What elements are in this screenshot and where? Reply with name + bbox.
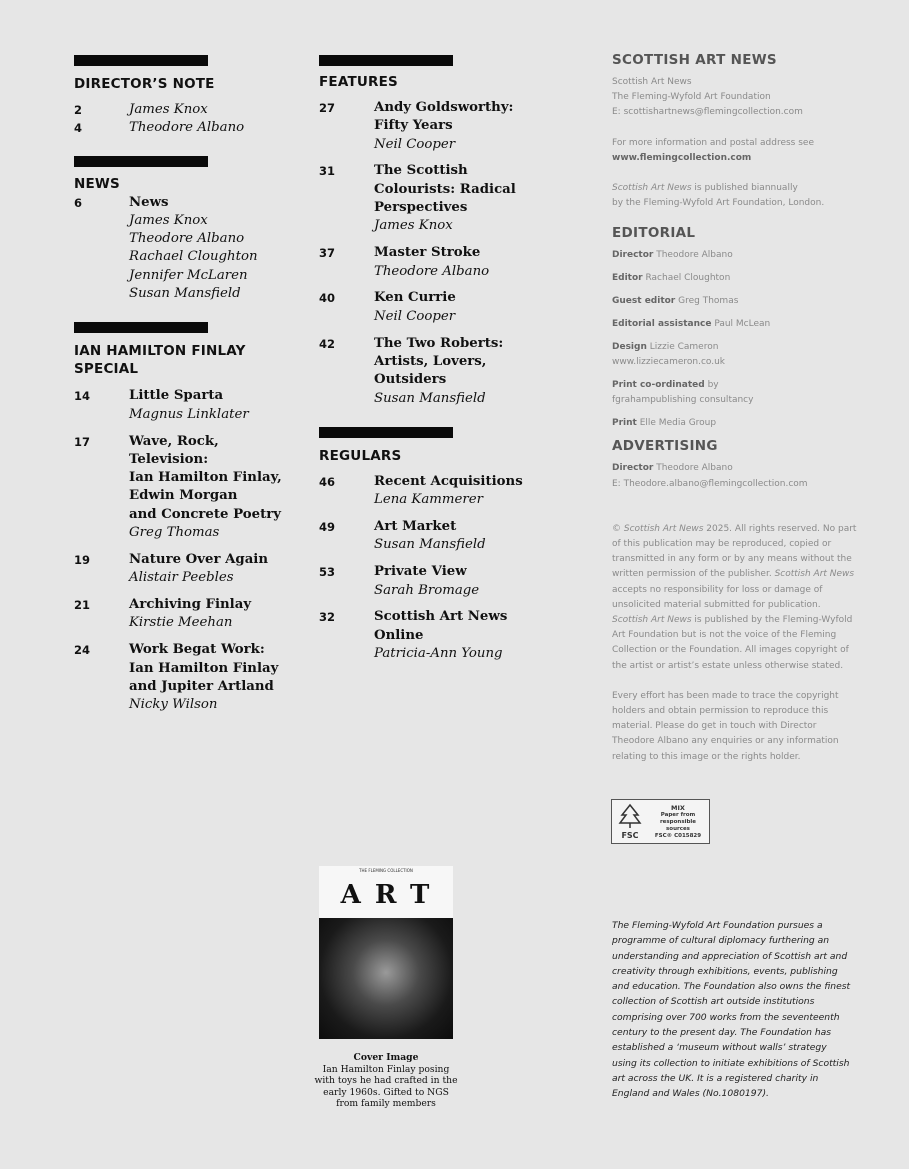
middle-column xyxy=(319,0,539,663)
special-heading xyxy=(74,342,294,378)
entry-title: The Two Roberts: xyxy=(374,335,504,351)
entry-title: and Jupiter Artland xyxy=(129,678,274,694)
page-number: 31 xyxy=(319,164,336,179)
entry-title: Perspectives xyxy=(374,200,468,216)
masthead-line: The Fleming-Wyfold Art Foundation xyxy=(612,92,771,103)
credit-line xyxy=(612,294,857,309)
publication-name: Scottish Art News xyxy=(612,183,692,194)
directors-note-heading: DIRECTOR’S NOTE xyxy=(74,76,215,92)
copyright-text: accepts no responsibility for loss or damage of unsolicited material submitted for publication. xyxy=(612,584,823,610)
credit-role: Print co-ordinated xyxy=(612,379,705,390)
publication-note-text: is published biannually xyxy=(691,183,798,194)
page-number: 21 xyxy=(74,598,91,613)
author-name: Kirstie Meehan xyxy=(129,615,233,631)
publication-name: Scottish Art News xyxy=(612,615,692,626)
more-info-text: For more information and postal address see xyxy=(612,137,814,148)
foundation-statement: The Fleming-Wyfold Art Foundation pursues a programme of cultural diplomacy furthering an understanding and appreciation of Scottish art and creativity through exhibitions, events, publishing and education. The Foundation also owns the finest collection of Scottish art outside institutions comprising over 700 works from the seventeenth century to the present day. The Foundation has established a ‘museum without walls’ strategy using its collection to initiate exhibitions of Scottish art across the UK. It is a registered charity in England and Wales (No.1080197). xyxy=(612,920,851,1100)
toc-entry[interactable] xyxy=(319,518,539,555)
cover-art-title: ART xyxy=(340,880,444,910)
page-number: 19 xyxy=(74,552,91,567)
author-name: Rachael Cloughton xyxy=(129,249,258,265)
toc-entry[interactable] xyxy=(74,551,294,588)
page-number: 4 xyxy=(74,121,83,136)
toc-entry[interactable] xyxy=(74,596,294,633)
entry-title: and Concrete Poetry xyxy=(129,506,281,522)
caption-text: Ian Hamilton Finlay posing with toys he had crafted in the early 1960s. Gifted to NGS from family members xyxy=(314,1063,458,1110)
masthead-line: Scottish Art News xyxy=(612,77,692,87)
author-name: James Knox xyxy=(374,218,453,234)
credit-role: Design xyxy=(612,341,647,352)
fsc-line: FSC® C015829 xyxy=(654,833,702,839)
editorial-heading: EDITORIAL xyxy=(612,225,696,242)
advertising-role: Director xyxy=(612,463,654,474)
page-number: 24 xyxy=(74,643,91,658)
rights-note: Every effort has been made to trace the copyright holders and obtain permission to reproduce this material. Please do get in touch with Director Theodore Albano any enquiries or any information relating to this image or the rights holder. xyxy=(612,690,839,762)
toc-entry[interactable] xyxy=(319,608,539,663)
entry-title: Ian Hamilton Finlay xyxy=(129,660,279,676)
regulars-heading: REGULARS xyxy=(319,447,402,464)
credit-name: Greg Thomas xyxy=(678,296,739,307)
credit-line xyxy=(612,378,857,408)
credit-line xyxy=(612,340,857,370)
toc-entry[interactable] xyxy=(319,99,539,154)
toc-entry[interactable] xyxy=(319,563,539,600)
author-name: Theodore Albano xyxy=(374,263,490,279)
credit-line xyxy=(612,248,857,263)
fsc-logo xyxy=(611,799,710,844)
page-number: 49 xyxy=(319,520,336,535)
fsc-line: MIX xyxy=(671,804,685,812)
author-name: Susan Mansfield xyxy=(129,286,241,302)
entry-title: Work Begat Work: xyxy=(129,642,265,658)
credit-website[interactable]: www.lizziecameron.co.uk xyxy=(612,356,726,367)
copyright-text: 2025. All rights reserved. No part of this publication may be reproduced, copied or transmitted in any form or by any means without the written permission of the publisher. xyxy=(612,523,857,580)
copyright-notice xyxy=(612,522,857,674)
editorial-credits xyxy=(612,248,857,430)
copyright-symbol: © xyxy=(612,523,621,534)
directors-note-item[interactable] xyxy=(74,119,294,137)
toc-entry[interactable] xyxy=(74,433,294,543)
entry-title: Nature Over Again xyxy=(129,551,269,567)
credit-extra: fgrahampublishing consultancy xyxy=(612,394,754,405)
author-name: Susan Mansfield xyxy=(374,537,486,553)
copyright-text: is published by the Fleming-Wyfold Art Foundation but is not the voice of the Fleming Collection or the Foundation. All images copyright of the artist or artist’s estate unless otherwise stated. xyxy=(612,615,853,671)
entry-title: Private View xyxy=(374,564,467,580)
cover-photo xyxy=(319,918,453,1039)
toc-entry[interactable] xyxy=(319,162,539,235)
author-name: Jennifer McLaren xyxy=(129,267,248,283)
page-number: 14 xyxy=(74,389,91,404)
page-number: 37 xyxy=(319,246,336,261)
cover-caption xyxy=(312,1052,460,1110)
toc-entry[interactable] xyxy=(319,289,539,326)
author-name: Alistair Peebles xyxy=(129,570,234,586)
credit-name: Elle Media Group xyxy=(639,417,717,428)
page-number: 40 xyxy=(319,291,336,306)
entry-title: Ian Hamilton Finlay, xyxy=(129,470,282,486)
section-rule xyxy=(319,55,453,66)
masthead-info xyxy=(612,75,857,121)
toc-entry[interactable] xyxy=(74,641,294,714)
section-rule xyxy=(74,322,208,333)
credit-line xyxy=(612,271,857,286)
credit-role: Director xyxy=(612,250,654,261)
page-number: 42 xyxy=(319,336,336,351)
fsc-label xyxy=(648,805,708,840)
credit-name: by xyxy=(707,379,719,390)
entry-title: The Scottish xyxy=(374,163,468,179)
entry-title: Ken Currie xyxy=(374,290,456,306)
imprint-column xyxy=(612,0,857,765)
toc-entry[interactable] xyxy=(74,387,294,424)
author-name: Nicky Wilson xyxy=(129,697,218,713)
page-number: 53 xyxy=(319,565,336,580)
advertising-info xyxy=(612,461,857,491)
entry-title: Fifty Years xyxy=(374,118,453,134)
credit-name: Rachael Cloughton xyxy=(645,273,731,284)
author-name: James Knox xyxy=(129,102,208,117)
author-name: James Knox xyxy=(129,212,208,228)
credit-name: Paul McLean xyxy=(714,318,771,329)
author-name: Susan Mansfield xyxy=(374,390,486,406)
publication-name: Scottish Art News xyxy=(623,523,704,534)
advertising-name: Theodore Albano xyxy=(656,463,733,474)
entry-title: Scottish Art News xyxy=(374,609,508,625)
entry-title: Online xyxy=(374,627,424,643)
special-heading-line: IAN HAMILTON FINLAY xyxy=(74,343,246,360)
fsc-line: Paper from xyxy=(660,812,696,818)
masthead-heading: SCOTTISH ART NEWS xyxy=(612,52,777,68)
advertising-heading: ADVERTISING xyxy=(612,438,718,455)
more-info xyxy=(612,136,857,166)
features-heading: FEATURES xyxy=(319,74,398,90)
fsc-tree-icon xyxy=(616,803,644,841)
news-entry[interactable] xyxy=(74,194,294,304)
entry-title: Colourists: Radical xyxy=(374,181,516,197)
page-number: 46 xyxy=(319,474,336,489)
entry-title: Andy Goldsworthy: xyxy=(374,100,514,115)
credit-name: Theodore Albano xyxy=(656,250,733,261)
publication-name: Scottish Art News xyxy=(774,569,855,580)
page-number: 2 xyxy=(74,103,83,117)
page-number: 17 xyxy=(74,434,91,449)
toc-entry[interactable] xyxy=(319,335,539,408)
special-heading-line: SPECIAL xyxy=(74,361,139,378)
caption-title: Cover Image xyxy=(353,1052,419,1063)
page-number: 32 xyxy=(319,610,336,625)
credit-line xyxy=(612,416,857,431)
publication-note xyxy=(612,181,857,211)
news-heading: NEWS xyxy=(74,175,120,192)
masthead-email[interactable]: E: scottishartnews@flemingcollection.com xyxy=(612,107,803,118)
toc-entry[interactable] xyxy=(319,244,539,281)
directors-note-item[interactable] xyxy=(74,101,294,119)
author-name: Theodore Albano xyxy=(129,120,245,136)
section-rule xyxy=(319,427,453,438)
author-name: Magnus Linklater xyxy=(129,406,249,422)
author-name: Patricia-Ann Young xyxy=(374,645,503,661)
fsc-logo-text: FSC xyxy=(621,831,639,840)
cover-masthead: THE FLEMING COLLECTION xyxy=(359,868,413,873)
section-rule xyxy=(74,156,208,167)
entry-title: Edwin Morgan xyxy=(129,488,238,504)
website-link[interactable]: www.flemingcollection.com xyxy=(612,152,752,163)
entry-title: Artists, Lovers, xyxy=(374,353,487,369)
fsc-line: responsible sources xyxy=(659,819,697,832)
cover-masthead-area xyxy=(319,866,453,918)
credit-line xyxy=(612,317,857,332)
entry-title: Archiving Finlay xyxy=(129,597,252,613)
author-name: Lena Kammerer xyxy=(374,492,483,508)
credit-role: Guest editor xyxy=(612,296,676,307)
entry-title: Wave, Rock, Television: xyxy=(129,433,219,467)
credit-role: Editorial assistance xyxy=(612,318,712,329)
entry-title: Little Sparta xyxy=(129,388,224,404)
credit-role: Print xyxy=(612,417,637,428)
page-number: 6 xyxy=(74,195,83,210)
entry-title: News xyxy=(129,194,169,210)
credit-name: Lizzie Cameron xyxy=(649,341,719,352)
credit-role: Editor xyxy=(612,273,643,284)
cover-image xyxy=(319,866,453,1039)
toc-entry[interactable] xyxy=(319,473,539,510)
author-name: Neil Cooper xyxy=(374,136,456,152)
entry-title: Recent Acquisitions xyxy=(374,473,523,489)
advertising-email[interactable]: E: Theodore.albano@flemingcollection.com xyxy=(612,478,808,489)
publication-note-text: by the Fleming-Wyfold Art Foundation, London. xyxy=(612,198,825,209)
author-name: Theodore Albano xyxy=(129,231,245,247)
entry-title: Art Market xyxy=(374,519,457,535)
author-name: Sarah Bromage xyxy=(374,582,480,598)
section-rule xyxy=(74,55,208,66)
tree-icon xyxy=(616,803,644,829)
page-number: 27 xyxy=(319,101,336,115)
left-column xyxy=(74,0,294,715)
entry-title: Master Stroke xyxy=(374,245,481,261)
author-name: Greg Thomas xyxy=(129,525,220,541)
author-name: Neil Cooper xyxy=(374,308,456,324)
entry-title: Outsiders xyxy=(374,372,447,388)
